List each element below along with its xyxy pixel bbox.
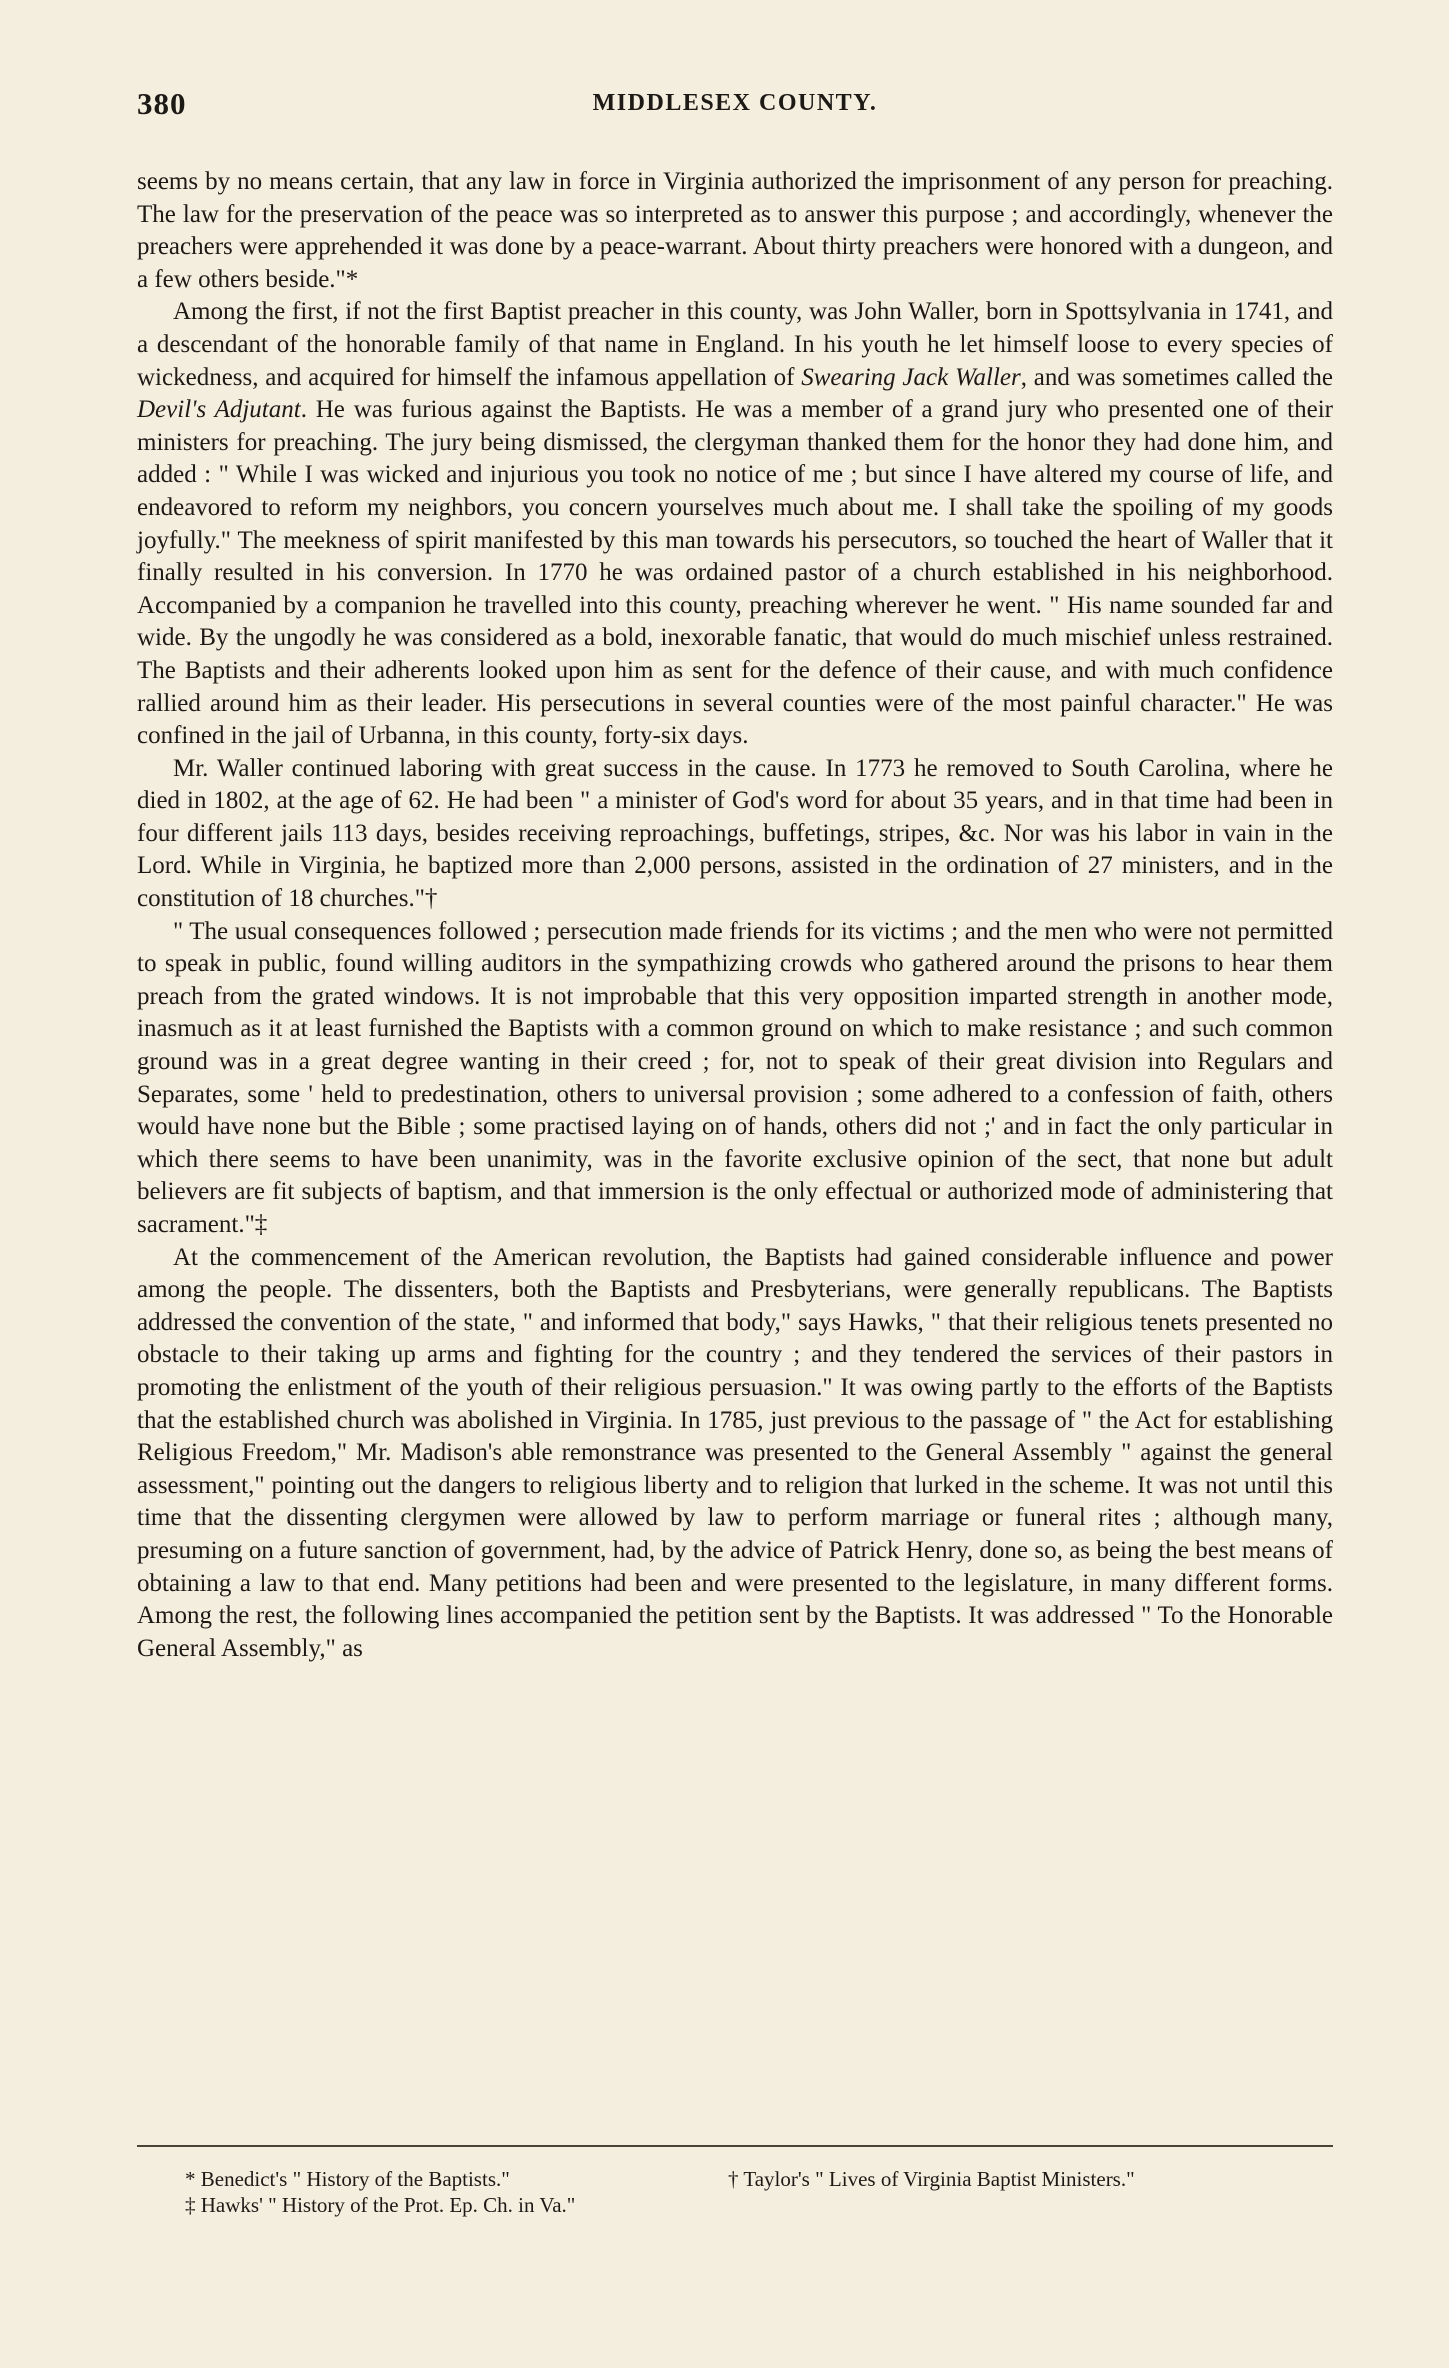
paragraph [137,166,1333,296]
paragraph [137,1242,1333,1666]
text-run: Mr. Waller continued laboring with great success in the cause. In 1773 he removed to South Carolina, where he died in 1802, at the age of 62. He had been " a minister of God's word for about 35 years, and in that time had been in four different jails 113 days, besides receiving reproachings, buffetings, stripes, &c. Nor was his labor in vain in the Lord. While in Virginia, he baptized more than 2,000 persons, assisted in the ordination of 27 ministers, and in the constitution of 18 churches."† [137,754,1333,913]
footnote-star: * Benedict's " History of the Baptists." [185,2167,510,2191]
text-run: Among the first, if not the first Baptist preacher in this county, was John Waller, born in Spottsylvania in 1741, and a descendant of the honorable family of that name in England. In his youth he let himself loose to every species of wickedness, and acquired for himself the infamous appellation of [137,298,1333,391]
italic-phrase: Devil's Adjutant [137,396,301,424]
text-run: " The usual consequences followed ; persecution made friends for its victims ; and the men who were not permitted to speak in public, found willing auditors in the sympathizing crowds who gathered around the prisons to hear them preach from the grated windows. It is not improbable that this very opposition imparted strength in another mode, inasmuch as it at least furnished the Baptists with a common ground on which to make resistance ; and such common ground was in a great degree wanting in their creed ; for, not to speak of their great division into Regulars and Separates, some ' held to predestination, others to universal provision ; some adhered to a confession of faith, others would have none but the Bible ; some practised laying on of hands, others did not ;' and in fact the only particular in which there seems to have been unanimity, was in the favorite exclusive opinion of the sect, that none but adult believers are fit subjects of baptism, and that immersion is the only effectual or authorized mode of administering that sacrament."‡ [137,917,1333,1238]
paragraph [137,916,1333,1242]
text-run: At the commencement of the American revolution, the Baptists had gained considerable influence and power among the people. The dissenters, both the Baptists and Presbyterians, were generally republicans. The Baptists addressed the convention of the state, " and informed that body," says Hawks, " that their religious tenets presented no obstacle to their taking up arms and fighting for the country ; and they tendered the services of their pastors in promoting the enlistment of the youth of their religious persuasion." It was owing partly to the efforts of the Baptists that the established church was abolished in Virginia. In 1785, just previous to the passage of " the Act for establishing Religious Freedom," Mr. Madison's able remonstrance was presented to the General Assembly " against the general assessment," pointing out the dangers to religious liberty and to religion that lurked in the scheme. It was not until this time that the dissenting clergymen were allowed by law to perform marriage or funeral rites ; although many, presuming on a future sanction of government, had, by the advice of Patrick Henry, done so, as being the best means of obtaining a law to that end. Many petitions had been and were presented to the legislature, in many different forms. Among the rest, the following lines accompanied the petition sent by the Baptists. It was addressed " To the Honorable General Assembly," as [137,1243,1333,1662]
text-run: . He was furious against the Baptists. He was a member of a grand jury who presented one of their ministers for preaching. The jury being dismissed, the clergyman thanked them for the honor they had done him, and added : " While I was wicked and injurious you took no notice of me ; but since I have altered my course of life, and endeavored to reform my neighbors, you concern yourselves much about me. I shall take the spoiling of my goods joyfully." The meekness of spirit manifested by this man towards his persecutors, so touched the heart of Waller that it finally resulted in his conversion. In 1770 he was ordained pastor of a church established in his neighborhood. Accompanied by a companion he travelled into this county, preaching wherever he went. " His name sounded far and wide. By the ungodly he was considered as a bold, inexorable fanatic, that would do much mischief unless restrained. The Baptists and their adherents looked upon him as sent for the defence of their cause, and with much confidence rallied around him as their leader. His persecutions in several counties were of the most painful character." He was confined in the jail of Urbanna, in this county, forty-six days. [137,396,1333,750]
footnotes [137,2166,1333,2218]
footnote-double-dagger: ‡ Hawks' " History of the Prot. Ep. Ch. in Va." [185,2193,576,2217]
body-text [137,166,1333,1665]
text-run: , and was sometimes called the [1020,363,1333,391]
running-title: MIDDLESEX COUNTY. [592,90,878,116]
text-run: seems by no means certain, that any law in force in Virginia authorized the imprisonment of any person for preaching. The law for the preservation of the peace was so interpreted as to answer this purpose ; and accordingly, whenever the preachers were apprehended it was done by a peace-warrant. About thirty preachers were honored with a dungeon, and a few others beside."* [137,168,1333,293]
footnote-divider [137,2145,1333,2147]
paragraph [137,753,1333,916]
page-header [137,86,1333,126]
italic-phrase: Swearing Jack Waller [801,363,1021,391]
paragraph [137,296,1333,752]
page-number: 380 [137,86,187,121]
footnote-dagger: † Taylor's " Lives of Virginia Baptist Ministers." [728,2167,1135,2191]
